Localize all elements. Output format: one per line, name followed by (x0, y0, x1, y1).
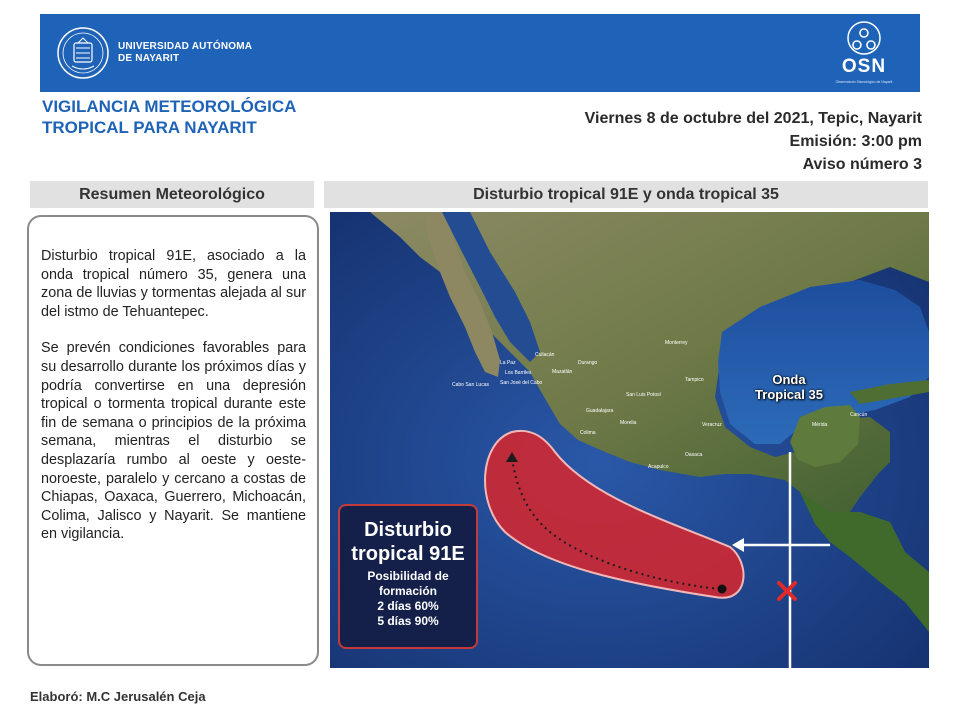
header-banner (40, 14, 920, 92)
city-cancun: Cancún (850, 412, 868, 418)
report-title (42, 96, 296, 138)
osn-logo (834, 20, 894, 90)
author-credit: Elaboró: M.C Jerusalén Ceja (30, 689, 206, 704)
summary-paragraph-2: Se prevén condiciones favorables para su desarrollo durante los próximos días y podría convertirse en una depresión tropical o tormenta tropical durante este fin de semana o principios de la próxima semana, mientras el disturbio se desplazaría rumbo al oeste y oeste-noroeste, paralelo y cercano a costas de Chiapas, Oaxaca, Guerrero, Michoacán, Colima, Jalisco y Nayarit. Se mantiene en vigilancia. (41, 340, 306, 543)
city-cabo-san-lucas: Cabo San Lucas (452, 382, 489, 388)
city-oaxaca: Oaxaca (685, 452, 703, 458)
city-guadalajara: Guadalajara (586, 408, 614, 414)
city-durango: Durango (578, 360, 598, 366)
osn-spiral-icon (846, 20, 882, 56)
report-meta (585, 107, 922, 176)
city-colima: Colima (580, 430, 596, 436)
osn-subtitle: Observatorio Sismológico de Nayarit (835, 80, 893, 84)
disturbance-center-icon (718, 585, 727, 594)
university-name (118, 41, 252, 65)
city-monterrey: Monterrey (665, 340, 688, 346)
disturbance-title (340, 518, 476, 566)
probability-label-line2: formación (378, 584, 437, 598)
city-la-paz: La Paz (500, 360, 516, 366)
city-tampico: Tampico (685, 377, 704, 383)
report-notice-number: Aviso número 3 (802, 156, 922, 173)
disturbance-title-line2: tropical 91E (351, 543, 465, 565)
tropical-wave-label (744, 372, 834, 402)
report-emission: Emisión: 3:00 pm (789, 133, 922, 150)
city-san-jose-del-cabo: San José del Cabo (500, 380, 543, 386)
summary-paragraph-1: Disturbio tropical 91E, asociado a la onda tropical número 35, genera una zona de lluvias y tormentas alejada al sur del istmo de Tehuantepec. (41, 248, 306, 320)
city-merida: Mérida (812, 422, 828, 428)
city-san-luis-potosi: San Luis Potosí (626, 392, 662, 398)
tropical-wave-label-line1: Onda (772, 372, 806, 387)
city-acapulco: Acapulco (648, 464, 669, 470)
city-culiacan: Culiacán (535, 352, 555, 358)
report-title-line2: TROPICAL PARA NAYARIT (42, 118, 257, 137)
university-seal-icon (56, 26, 110, 80)
city-veracruz: Veracruz (702, 422, 722, 428)
formation-probability (340, 569, 476, 629)
probability-label-line1: Posibilidad de (367, 569, 449, 583)
report-title-line1: VIGILANCIA METEOROLÓGICA (42, 97, 297, 116)
disturbance-info-box (338, 504, 478, 649)
map-heading: Disturbio tropical 91E y onda tropical 35 (324, 181, 928, 208)
city-morelia: Morelia (620, 420, 637, 426)
summary-heading: Resumen Meteorológico (30, 181, 314, 208)
probability-5-days: 5 días 90% (377, 614, 439, 628)
tropical-wave-label-line2: Tropical 35 (755, 387, 823, 402)
report-date-place: Viernes 8 de octubre del 2021, Tepic, Nayarit (584, 110, 922, 127)
probability-2-days: 2 días 60% (377, 599, 439, 613)
city-los-barriles: Los Barriles (505, 370, 532, 376)
university-name-line2: DE NAYARIT (118, 53, 180, 64)
disturbance-title-line1: Disturbio (364, 519, 452, 541)
osn-name: OSN (841, 56, 887, 77)
university-name-line1: UNIVERSIDAD AUTÓNOMA (118, 41, 253, 52)
summary-box (27, 215, 319, 666)
city-mazatlan: Mazatlán (552, 369, 573, 375)
